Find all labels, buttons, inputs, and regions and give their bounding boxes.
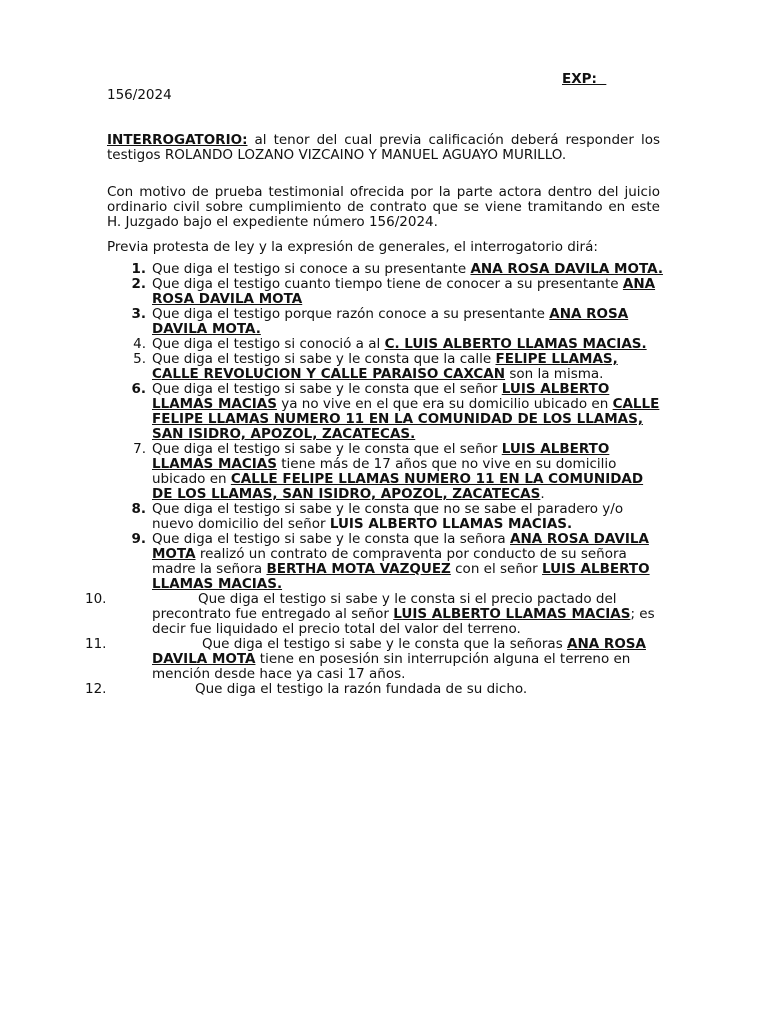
item-number: 7. [133, 441, 146, 457]
list-item [107, 307, 667, 337]
item-text-highlight: BERTHA MOTA VAZQUEZ [266, 561, 451, 577]
item-number: 6. [131, 381, 146, 397]
item-text-plain: Que diga el testigo si conoció a al [152, 336, 385, 352]
item-text [152, 637, 667, 682]
list-item [107, 532, 667, 592]
item-text-plain: Que diga el testigo porque razón conoce a su presentante [152, 306, 550, 322]
list-item [107, 262, 667, 277]
item-text-plain: ya no vive en el que era su domicilio ubicado en [276, 396, 613, 412]
question-list [85, 261, 667, 697]
item-text-plain: Que diga el testigo si sabe y le consta que el señor [152, 441, 502, 457]
item-text-highlight: ANA ROSA DAVILA MOTA [152, 531, 649, 562]
item-text-highlight: ANA ROSA DAVILA MOTA. [152, 306, 629, 337]
item-text-highlight: ANA ROSA DAVILA MOTA [152, 636, 646, 667]
item-number: 12. [85, 681, 107, 697]
item-text [152, 262, 667, 277]
item-text-highlight: LUIS ALBERTO LLAMAS MACIAS [152, 381, 610, 412]
item-text [152, 502, 667, 532]
item-text-plain: Que diga el testigo si sabe y le consta que la calle [152, 351, 496, 367]
list-item [85, 591, 667, 637]
item-text [152, 442, 667, 502]
item-text-highlight: ANA ROSA DAVILA MOTA [152, 276, 656, 307]
item-number: 4. [133, 336, 146, 352]
item-number: 11. [85, 636, 107, 652]
item-text-bold: LUIS ALBERTO LLAMAS MACIAS. [329, 516, 573, 532]
item-number: 5. [133, 351, 146, 367]
item-text-plain: con el señor [450, 561, 543, 577]
intro-text: al tenor del cual previa calificación deberá responder los testigos ROLANDO LOZANO VIZCAINO Y MANUEL AGUAYO MURILLO. [107, 132, 660, 163]
item-text [152, 352, 667, 382]
item-text-highlight: LUIS ALBERTO LLAMAS MACIAS [393, 606, 631, 622]
list-item [107, 337, 667, 352]
item-number: 8. [131, 501, 146, 517]
item-text-plain: tiene más de 17 años que no vive en su domicilio ubicado en [152, 456, 617, 487]
item-text-plain: Que diga el testigo cuanto tiempo tiene de conocer a su presentante [152, 276, 623, 292]
item-text-plain: tiene en posesión sin interrupción alguna el terreno en mención desde hace ya casi 17 años. [152, 651, 631, 682]
interrogatorio-label: INTERROGATORIO: [107, 132, 248, 148]
item-text-highlight: CALLE FELIPE LLAMAS NUMERO 11 EN LA COMUNIDAD DE LOS LLAMAS, SAN ISIDRO, APOZOL, ZACATECAS [152, 471, 644, 502]
item-text [152, 592, 667, 637]
item-text-plain: Que diga el testigo la razón fundada de su dicho. [195, 681, 528, 697]
item-text [152, 307, 667, 337]
item-text-plain: Que diga el testigo si sabe y le consta que no se sabe el paradero y/o nuevo domicilio del señor [152, 501, 624, 532]
context-paragraph: Con motivo de prueba testimonial ofrecida por la parte actora dentro del juicio ordinario civil sobre cumplimiento de contrato que se viene tramitando en este H. Juzgado bajo el expediente número 156/2024. [107, 184, 660, 230]
item-text-plain: . [540, 486, 545, 502]
item-text-highlight: CALLE FELIPE LLAMAS NUMERO 11 EN LA COMUNIDAD DE LOS LLAMAS, SAN ISIDRO, APOZOL, ZACATECAS. [152, 396, 660, 442]
item-text-highlight: LUIS ALBERTO LLAMAS MACIAS [152, 441, 610, 472]
item-number: 10. [85, 591, 107, 607]
list-item [107, 382, 667, 442]
expediente-number: 156/2024 [107, 87, 172, 103]
list-item [85, 636, 667, 682]
item-text-plain: ; es decir fue liquidado el precio total del valor del terreno. [152, 606, 655, 637]
item-text-plain: Que diga el testigo si sabe y le consta que la señora [152, 531, 510, 547]
item-text-plain: Que diga el testigo si sabe y le consta si el precio pactado del precontrato fue entregado al señor [152, 591, 617, 622]
item-text [152, 277, 667, 307]
item-number: 1. [131, 261, 146, 277]
item-text-highlight: FELIPE LLAMAS, CALLE REVOLUCION Y CALLE PARAISO CAXCAN [152, 351, 618, 382]
item-text-plain: Que diga el testigo si sabe y le consta que el señor [152, 381, 502, 397]
item-text [152, 682, 667, 697]
item-text-plain: Que diga el testigo si conoce a su presentante [152, 261, 471, 277]
item-number: 9. [131, 531, 146, 547]
item-text-highlight: ANA ROSA DAVILA MOTA. [470, 261, 663, 277]
item-text-plain: son la misma. [505, 366, 604, 382]
list-item [85, 681, 667, 697]
item-number: 3. [131, 306, 146, 322]
list-item [107, 502, 667, 532]
item-text-plain: Que diga el testigo si sabe y le consta que la señoras [202, 636, 568, 652]
item-text [152, 382, 667, 442]
item-text [152, 337, 667, 352]
item-text-plain: realizó un contrato de compraventa por conducto de su señora madre la señora [152, 546, 627, 577]
item-text-highlight: LUIS ALBERTO LLAMAS MACIAS. [152, 561, 650, 592]
protesta-paragraph: Previa protesta de ley y la expresión de generales, el interrogatorio dirá: [107, 239, 598, 255]
intro-paragraph [107, 133, 660, 163]
list-item [107, 442, 667, 502]
item-number: 2. [131, 276, 146, 292]
item-text-highlight: C. LUIS ALBERTO LLAMAS MACIAS. [384, 336, 647, 352]
item-text [152, 532, 667, 592]
expediente-label: EXP: [562, 71, 607, 87]
list-item [107, 277, 667, 307]
list-item [107, 352, 667, 382]
